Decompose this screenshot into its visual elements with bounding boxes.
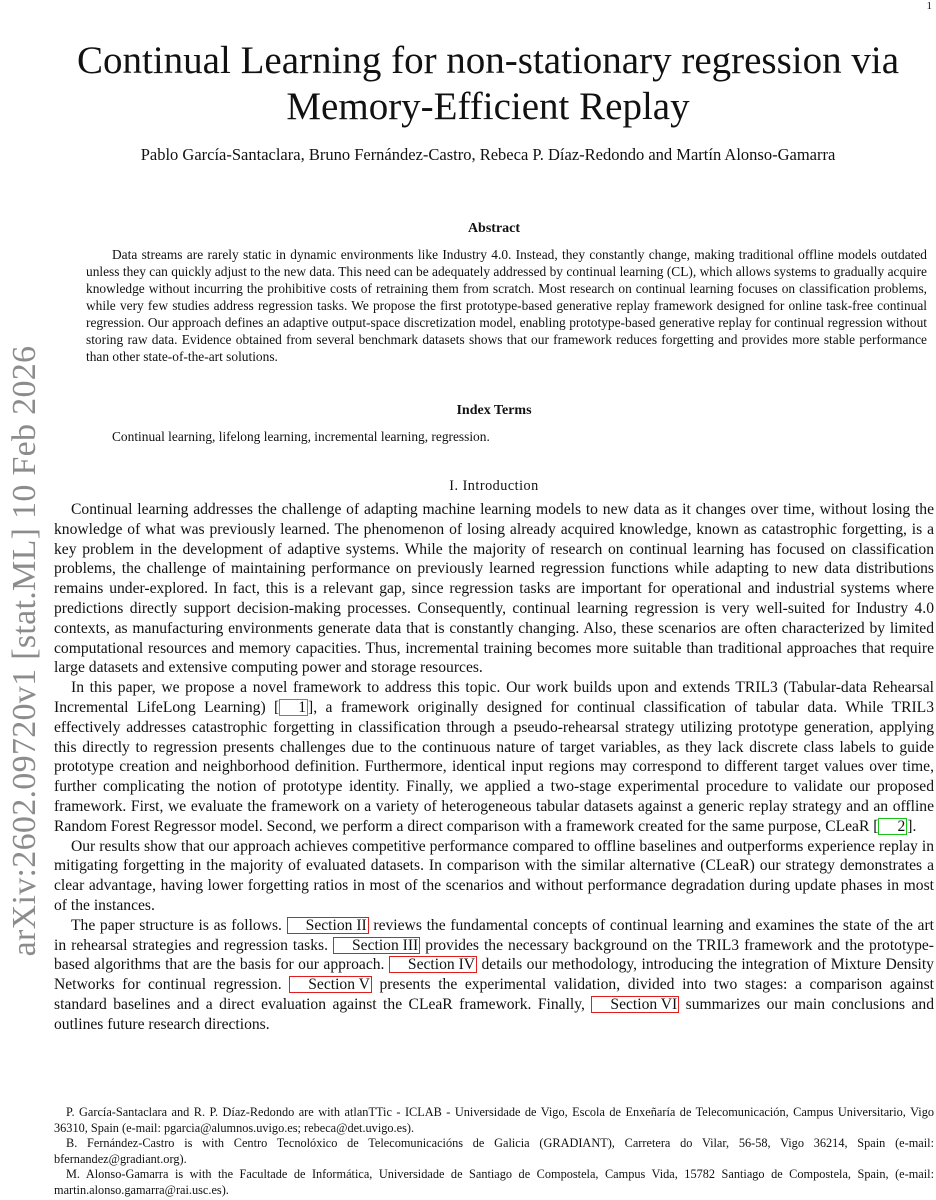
section-link-iv[interactable]: Section IV bbox=[389, 956, 477, 973]
abstract-text: Data streams are rarely static in dynamic environments like Industry 4.0. Instead, they constantly change, making traditional offline models outdated unless they can quickly adjust to the new data. This need can be adequately addressed by continual learning (CL), which allows systems to gradually acquire knowledge without incurring the prohibitive costs of retraining them from scratch. Most research on continual learning focuses on classification problems, while very few studies address regression tasks. We propose the first prototype-based generative replay framework designed for online task-free continual regression. Our approach defines an adaptive output-space discretization model, enabling prototype-based generative replay for continual regression without storing raw data. Evidence obtained from several benchmark datasets shows that our framework reduces forgetting and provides more stable performance than other state-of-the-art solutions. bbox=[86, 247, 927, 364]
paper-title: Continual Learning for non-stationary regression via Memory-Efficient Replay bbox=[76, 39, 900, 128]
section-link-vi[interactable]: Section VI bbox=[591, 996, 679, 1013]
author-affiliation-footnotes bbox=[54, 1105, 934, 1199]
section-link-ii[interactable]: Section II bbox=[287, 917, 369, 934]
introduction-body bbox=[54, 500, 934, 1035]
arxiv-identifier-stamp: arXiv:2602.09720v1 [stat.ML] 10 Feb 2026 bbox=[6, 345, 43, 957]
citation-link-2[interactable]: 2 bbox=[878, 818, 907, 835]
intro-paragraph-2 bbox=[54, 678, 934, 836]
intro-paragraph-3: Our results show that our approach achieves competitive performance compared to offline baselines and outperforms experience replay in mitigating forgetting in the majority of evaluated datasets. In comparison with the similar alternative (CLeaR) our strategy demonstrates a clear advantage, having lower forgetting ratios in most of the scenarios and without performance degradation during update phases in most of the instances. bbox=[54, 837, 934, 914]
author-list: Pablo García-Santaclara, Bruno Fernández-Castro, Rebeca P. Díaz-Redondo and Martín Alonso-Gamarra bbox=[140, 145, 836, 164]
footnote-affiliation-3: M. Alonso-Gamarra is with the Facultade de Informática, Universidade de Santiago de Compostela, Campus Vida, 15782 Santiago de Compostela, Spain, (e-mail: martin.alonso.gamarra@rai.usc.es). bbox=[54, 1167, 934, 1197]
intro-paragraph-2-text: ], a framework originally designed for continual classification of tabular data. While TRIL3 effectively addresses catastrophic forgetting in classification through a pseudo-rehearsal strategy utilizing prototype generation, applying this directly to regression presents challenges due to the continuous nature of target variables, as they lack discrete class labels to guide prototype creation and neighborhood definition. Furthermore, identical input regions may correspond to different target values over time, further complicating the notion of prototype identity. Finally, we applied a two-stage experimental procedure to validate our proposed framework. First, we evaluate the framework on a variety of heterogeneous tabular datasets against a generic replay strategy and an offline Random Forest Regressor model. Second, we perform a direct comparison with a framework created for the same purpose, CLeaR [ bbox=[54, 698, 934, 835]
index-terms-text: Continual learning, lifelong learning, incremental learning, regression. bbox=[112, 429, 490, 444]
page-number: 1 bbox=[926, 0, 932, 12]
section-heading-introduction: I. Introduction bbox=[449, 478, 539, 494]
footnote-affiliation-2: B. Fernández-Castro is with Centro Tecnolóxico de Telecomunicacións de Galicia (GRADIANT), Carretera do Vilar, 56-58, Vigo 36214, Spain (e-mail: bfernandez@gradiant.org). bbox=[54, 1136, 934, 1166]
intro-paragraph-4-text: summarizes our main conclusions and outlines future research directions. bbox=[54, 995, 934, 1033]
intro-paragraph-4-text: details our methodology, introducing the integration of Mixture Density Networks for continual regression. bbox=[54, 956, 934, 994]
index-terms-heading: Index Terms bbox=[456, 403, 532, 418]
abstract-heading: Abstract bbox=[467, 221, 521, 236]
footnote-affiliation-1: P. García-Santaclara and R. P. Díaz-Redondo are with atlanTTic - ICLAB - Universidade de Vigo, Escola de Enxeñaría de Telecomunicación, Campus Universitario, Vigo 36310, Spain (e-mail: pgarcia@alumnos.uvigo.es; rebeca@det.uvigo.es). bbox=[54, 1105, 934, 1135]
citation-link-1[interactable]: 1 bbox=[279, 699, 308, 716]
intro-paragraph-4 bbox=[54, 916, 934, 1035]
section-link-iii[interactable]: Section III bbox=[333, 937, 420, 954]
intro-paragraph-2-text: ]. bbox=[907, 817, 917, 835]
intro-paragraph-4-text: The paper structure is as follows. bbox=[71, 916, 287, 934]
intro-paragraph-4-text: presents the experimental validation, divided into two stages: a comparison against standard baselines and a direct evaluation against the CLeaR framework. Finally, bbox=[54, 976, 934, 1013]
section-link-v[interactable]: Section V bbox=[289, 976, 372, 993]
intro-paragraph-4-text: provides the necessary background on the TRIL3 framework and the prototype-based algorithms that are the basis for our approach. bbox=[54, 936, 934, 974]
intro-paragraph-1: Continual learning addresses the challenge of adapting machine learning models to new data as it changes over time, without losing the knowledge of what was previously learned. The phenomenon of losing already acquired knowledge, known as catastrophic forgetting, is a key problem in the development of adaptive systems. While the majority of research on continual learning has focused on classification problems, the challenge of maintaining performance on previously learned regression functions while adapting to new data distributions remains under-explored. In fact, this is a relevant gap, since regression tasks are important for operational and industrial systems where predictions directly support decision-making processes. Consequently, continual learning regression is very well-suited for Industry 4.0 contexts, as manufacturing environments generate data that is constantly changing. Also, these scenarios are often characterized by limited computational resources and memory capacities. Thus, incremental training becomes more suitable than traditional approaches that require large datasets and extensive computing power and storage resources. bbox=[54, 501, 934, 677]
intro-paragraph-4-text: reviews the fundamental concepts of continual learning and examines the state of the art in rehearsal strategies and regression tasks. bbox=[54, 916, 935, 954]
intro-paragraph-2-text: In this paper, we propose a novel framework to address this topic. Our work builds upon and extends TRIL3 (Tabular-data Rehearsal Incremental LifeLong Learning) [ bbox=[54, 679, 934, 716]
